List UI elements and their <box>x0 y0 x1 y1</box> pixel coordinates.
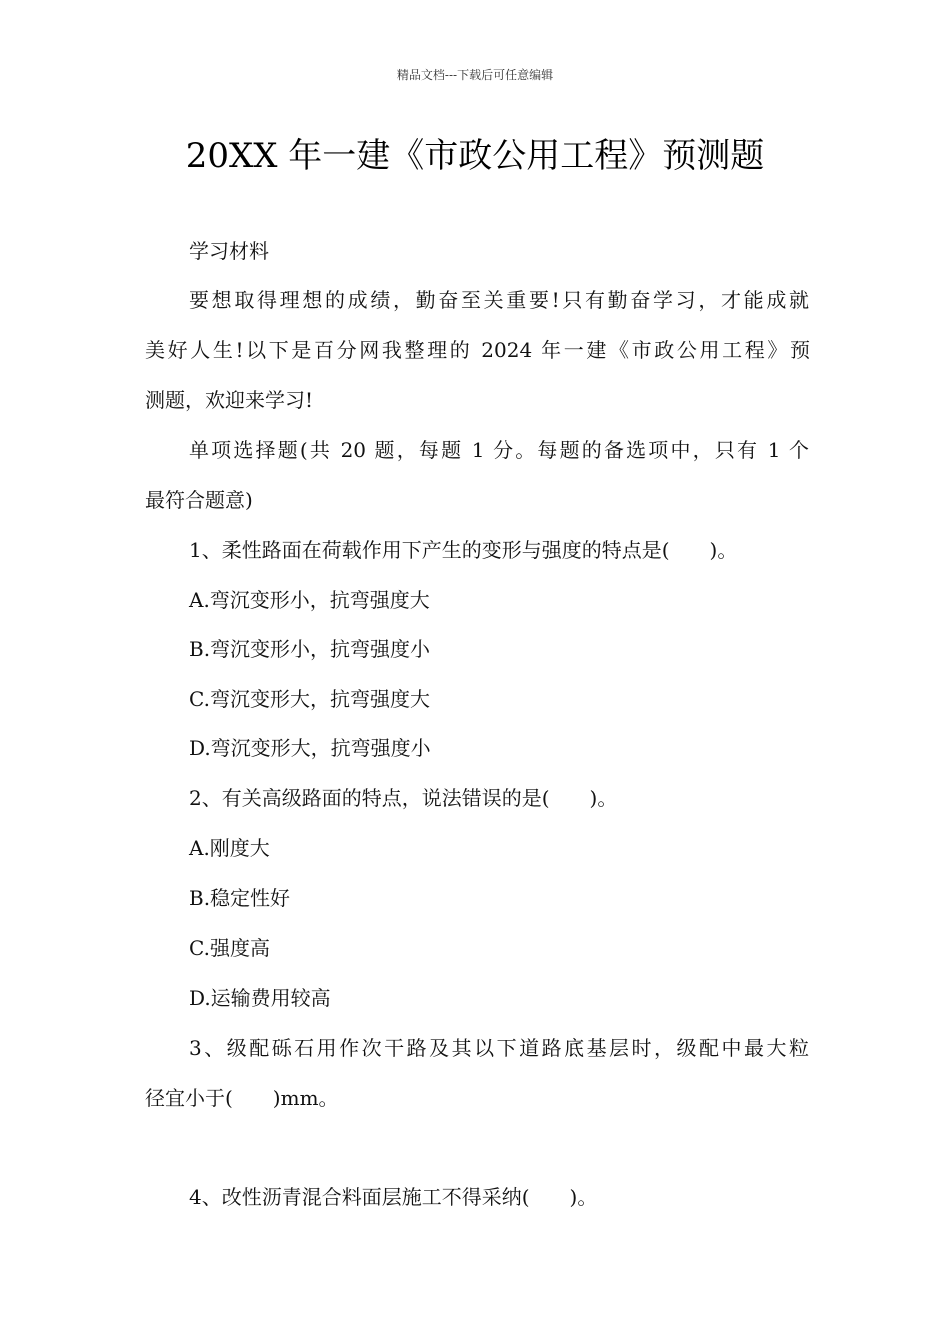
section-label: 学习材料 <box>189 239 269 263</box>
question-3-stem-line-2: 径宜小于( )mm。 <box>145 1086 339 1110</box>
question-2-option-c: C.强度高 <box>189 936 270 960</box>
question-2-stem: 2、有关高级路面的特点，说法错误的是( )。 <box>189 786 618 810</box>
question-1-option-d: D.弯沉变形大，抗弯强度小 <box>189 736 431 760</box>
instruction-line-2: 最符合题意) <box>145 488 253 512</box>
question-1-option-a: A.弯沉变形小，抗弯强度大 <box>189 588 430 612</box>
question-1-option-b: B.弯沉变形小，抗弯强度小 <box>189 637 431 661</box>
page-title: 20XX 年一建《市政公用工程》预测题 <box>185 136 765 176</box>
question-3-stem-line-1: 3、级配砾石用作次干路及其以下道路底基层时，级配中最大粒 <box>189 1036 809 1060</box>
header-note: 精品文档---下载后可任意编辑 <box>396 68 554 82</box>
question-1-stem: 1、柔性路面在荷载作用下产生的变形与强度的特点是( )。 <box>189 538 738 562</box>
intro-line-1: 要想取得理想的成绩，勤奋至关重要!只有勤奋学习，才能成就 <box>189 288 809 312</box>
question-1-option-c: C.弯沉变形大，抗弯强度大 <box>189 687 430 711</box>
question-2-option-b: B.稳定性好 <box>189 886 291 910</box>
instruction-line-1: 单项选择题(共 20 题，每题 1 分。每题的备选项中，只有 1 个 <box>189 438 809 462</box>
intro-line-2: 美好人生!以下是百分网我整理的 2024 年一建《市政公用工程》预 <box>145 338 810 362</box>
question-2-option-d: D.运输费用较高 <box>189 986 331 1010</box>
question-2-option-a: A.刚度大 <box>189 836 270 860</box>
question-4-stem: 4、改性沥青混合料面层施工不得采纳( )。 <box>189 1185 598 1209</box>
intro-line-3: 测题，欢迎来学习! <box>145 388 314 412</box>
